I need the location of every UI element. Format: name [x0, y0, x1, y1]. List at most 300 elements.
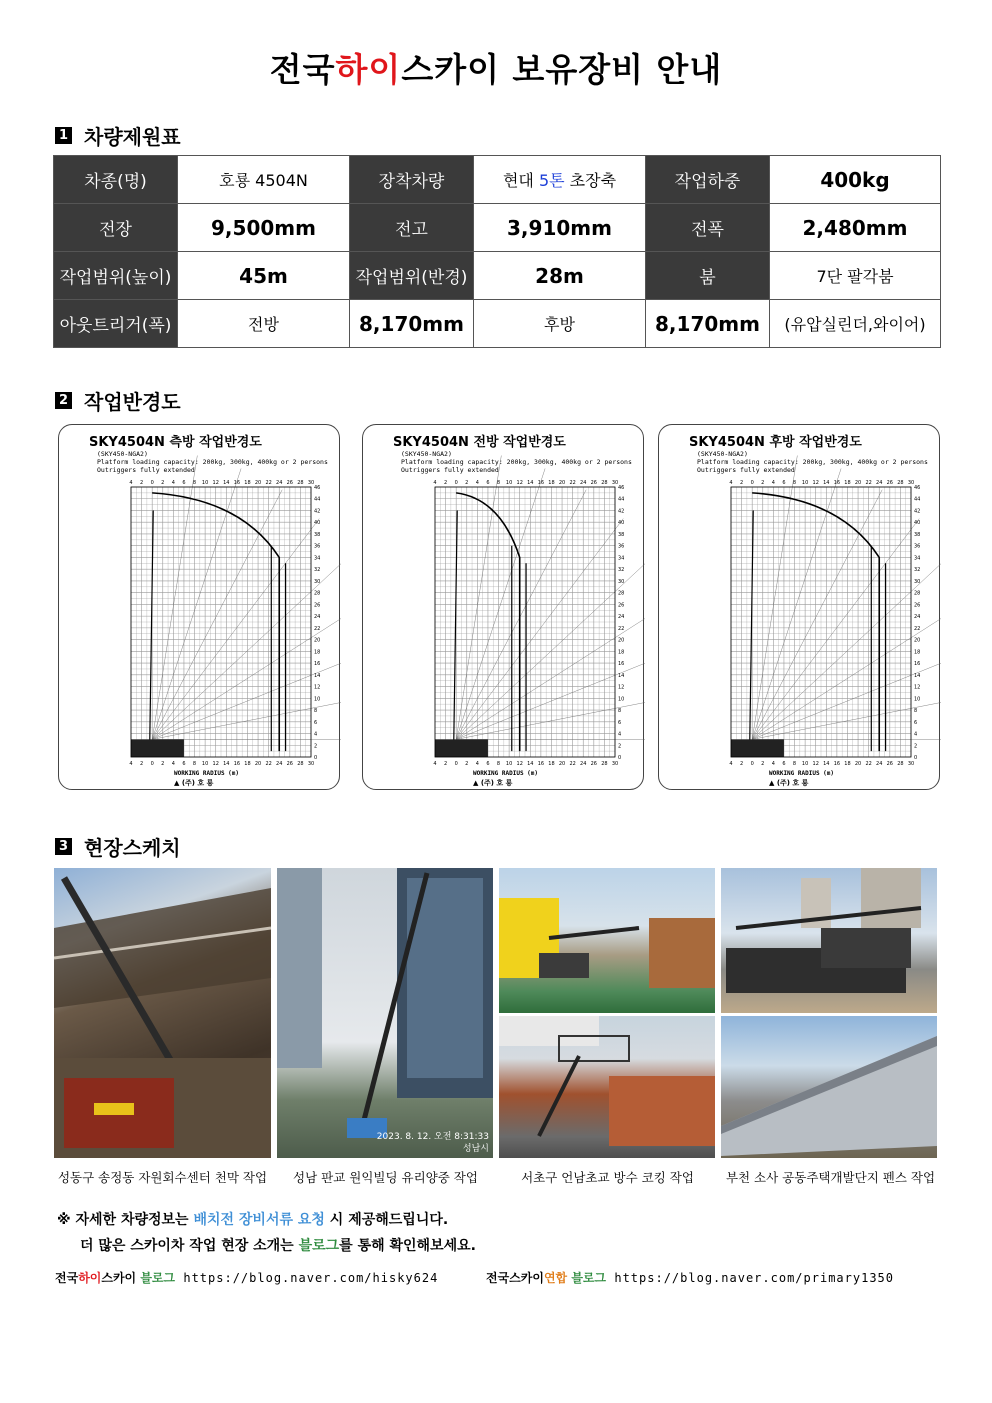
chart-model: (SKY450-NGA2): [401, 450, 452, 458]
tick-label: 10: [801, 761, 809, 767]
tick-label: 10: [201, 480, 209, 486]
angle-ray: [456, 469, 545, 740]
chart-maker: ▲ (주) 호 룡: [769, 779, 809, 787]
note-mark: ※: [57, 1212, 71, 1228]
tick-label: 26: [886, 480, 894, 486]
tick-label: 10: [618, 696, 625, 703]
tick-label: 8: [914, 708, 918, 715]
tick-label: 0: [914, 755, 918, 761]
footer-text: 전국스카이: [486, 1271, 544, 1285]
tick-label: 12: [914, 684, 921, 691]
tick-label: 28: [897, 761, 904, 767]
table-row: [54, 300, 941, 348]
tick-label: 28: [297, 761, 304, 767]
angle-ray: [152, 689, 341, 739]
tick-label: 26: [886, 761, 894, 767]
photo-caption: 부천 소사 공동주택개발단지 펜스 작업: [725, 1170, 936, 1185]
tick-label: 40: [914, 520, 921, 527]
tick-label: 28: [914, 590, 921, 597]
tick-label: 28: [601, 480, 608, 486]
tick-label: 6: [618, 719, 622, 726]
tick-label: 4: [171, 761, 175, 767]
tick-label: 2: [139, 761, 144, 767]
tick-label: 42: [618, 508, 625, 515]
tick-label: 2: [739, 761, 744, 767]
site-photo-school-top: [499, 868, 715, 1013]
photo-illustration: [721, 868, 937, 1013]
cell-text-highlight: 5톤: [538, 171, 565, 190]
truck-shape: [731, 739, 784, 757]
tick-label: 38: [618, 531, 625, 538]
tick-label: 20: [854, 480, 862, 486]
section-label: 현장스케치: [84, 836, 181, 860]
footer-text: 스카이: [101, 1271, 141, 1285]
tick-label: 24: [618, 614, 625, 621]
table-cell: 후방: [474, 300, 646, 348]
tick-label: 4: [129, 761, 133, 767]
tick-label: 2: [161, 761, 165, 767]
tick-label: 14: [527, 761, 534, 767]
footer-blog-link-2[interactable]: [486, 1269, 894, 1286]
angle-ray: [456, 456, 501, 740]
tick-label: 6: [486, 480, 490, 486]
tick-label: 40: [618, 520, 625, 527]
tick-label: 8: [792, 761, 797, 767]
tick-label: 4: [729, 480, 733, 486]
tick-label: 16: [233, 761, 241, 767]
section-heading-specs: [55, 121, 181, 150]
note-text: 더 많은 스카이차 작업 현장 소개는: [80, 1238, 299, 1254]
footer-url[interactable]: https://blog.naver.com/hisky624: [175, 1271, 439, 1285]
tick-label: 8: [314, 708, 318, 715]
tick-label: 22: [265, 761, 272, 767]
photo-illustration: [499, 1016, 715, 1158]
tick-label: 16: [833, 761, 841, 767]
tick-label: 10: [201, 761, 209, 767]
radius-chart-side: [58, 424, 340, 790]
section-label: 작업반경도: [84, 390, 181, 414]
table-cell: 7단 팔각붐: [770, 252, 941, 300]
site-photo-fence-truck: [721, 868, 937, 1013]
angle-ray: [752, 595, 941, 739]
table-row: [54, 156, 941, 204]
tick-label: 12: [812, 761, 819, 767]
tick-label: 16: [537, 480, 545, 486]
tick-label: 2: [314, 743, 318, 750]
spec-table: [53, 155, 941, 348]
radius-chart-figure: [363, 425, 645, 791]
tick-label: 24: [914, 614, 921, 621]
site-photo-school-bottom: [499, 1016, 715, 1158]
note-text: 를 통해 확인해보세요.: [339, 1238, 476, 1254]
tick-label: 20: [558, 761, 566, 767]
tick-label: 12: [212, 761, 219, 767]
chart-outrigger-note: Outriggers fully extended: [697, 466, 795, 474]
table-cell: 2,480mm: [770, 204, 941, 252]
tick-label: 12: [618, 684, 625, 691]
tick-label: 20: [914, 637, 921, 644]
table-header-cell: 작업하중: [646, 156, 770, 204]
tick-label: 32: [314, 567, 321, 574]
section-number: 3: [55, 838, 72, 855]
table-cell: 호룡 4504N: [178, 156, 350, 204]
tick-label: 14: [618, 672, 625, 679]
cell-text: 초장축: [564, 171, 617, 190]
table-header-cell: 전고: [350, 204, 474, 252]
tick-label: 0: [314, 755, 318, 761]
note-highlight: 블로그: [298, 1238, 340, 1254]
tick-label: 18: [914, 649, 921, 656]
table-header-cell: 차종(명): [54, 156, 178, 204]
tick-label: 14: [223, 480, 230, 486]
tick-label: 30: [907, 480, 915, 486]
tick-label: 34: [914, 555, 921, 562]
footer-blog-label: 블로그: [571, 1271, 607, 1285]
chart-xlabel: WORKING RADIUS (m): [473, 770, 539, 777]
chart-capacity: Platform loading capacity: 200kg, 300kg, 400kg or 2 persons: [697, 458, 928, 466]
tick-label: 8: [192, 480, 197, 486]
tick-label: 2: [739, 480, 744, 486]
photo-caption: 서초구 언남초교 방수 코킹 작업: [521, 1170, 694, 1185]
tick-label: 18: [548, 480, 555, 486]
note-highlight: 배치전 장비서류 요청: [193, 1212, 325, 1228]
site-photo-tent: [54, 868, 271, 1158]
tick-label: 28: [297, 480, 304, 486]
tick-label: 16: [833, 480, 841, 486]
chart-maker: ▲ (주) 호 룡: [174, 779, 214, 787]
cell-text: 현대: [502, 171, 539, 190]
chart-title: SKY4504N 측방 작업반경도: [89, 435, 262, 450]
tick-label: 24: [580, 480, 587, 486]
tick-label: 20: [254, 761, 262, 767]
tick-label: 30: [307, 480, 315, 486]
footer-highlight: 하이: [78, 1271, 102, 1285]
tick-label: 14: [823, 761, 830, 767]
tick-label: 14: [223, 761, 230, 767]
angle-ray: [752, 490, 882, 740]
tick-label: 0: [150, 480, 154, 486]
tick-label: 12: [516, 480, 523, 486]
angle-ray: [752, 469, 841, 740]
footer-blog-link-1[interactable]: [55, 1269, 438, 1286]
tick-label: 20: [314, 637, 321, 644]
tick-label: 6: [182, 761, 186, 767]
tick-label: 28: [897, 480, 904, 486]
chart-subtitle: [697, 450, 928, 474]
tick-label: 24: [876, 761, 883, 767]
tick-label: 26: [618, 602, 625, 609]
tick-label: 4: [171, 480, 175, 486]
tick-label: 22: [569, 480, 576, 486]
table-header-cell: 장착차량: [350, 156, 474, 204]
tick-label: 18: [618, 649, 625, 656]
tick-label: 18: [244, 480, 251, 486]
chart-maker: ▲ (주) 호 룡: [473, 779, 513, 787]
tick-label: 34: [314, 555, 321, 562]
tick-label: 2: [161, 480, 165, 486]
tick-label: 4: [618, 731, 622, 738]
footer-url[interactable]: https://blog.naver.com/primary1350: [606, 1271, 894, 1285]
tick-label: 38: [914, 531, 921, 538]
tick-label: 28: [314, 590, 321, 597]
tick-label: 42: [914, 508, 921, 515]
tick-label: 30: [611, 761, 619, 767]
tick-label: 46: [618, 485, 625, 491]
tick-label: 8: [496, 761, 501, 767]
tick-label: 4: [914, 731, 918, 738]
photo-illustration: [277, 868, 493, 1158]
tick-label: 10: [505, 761, 513, 767]
chart-model: (SKY450-NGA2): [697, 450, 748, 458]
tick-label: 0: [618, 755, 622, 761]
tick-label: 18: [844, 761, 851, 767]
tick-label: 2: [443, 761, 448, 767]
tick-label: 18: [314, 649, 321, 656]
note-text: 시 제공해드립니다.: [324, 1212, 449, 1228]
tick-label: 38: [314, 531, 321, 538]
table-header-cell: 붐: [646, 252, 770, 300]
tick-label: 26: [286, 761, 294, 767]
table-header-cell: 아웃트리거(폭): [54, 300, 178, 348]
tick-label: 46: [314, 485, 321, 491]
photo-caption: 성동구 송정동 자원회수센터 천막 작업: [57, 1170, 268, 1185]
tick-label: 28: [618, 590, 625, 597]
table-header-cell: 전장: [54, 204, 178, 252]
tick-label: 24: [276, 761, 283, 767]
angle-ray: [456, 554, 645, 739]
tick-label: 2: [443, 480, 448, 486]
chart-capacity: Platform loading capacity: 200kg, 300kg, 400kg or 2 persons: [97, 458, 328, 466]
tick-label: 24: [876, 480, 883, 486]
chart-subtitle: [97, 450, 328, 474]
tick-label: 16: [314, 661, 321, 668]
note-line-2: [80, 1235, 476, 1255]
tick-label: 2: [914, 743, 918, 750]
tick-label: 30: [618, 578, 625, 585]
tick-label: 36: [914, 543, 921, 550]
tick-label: 20: [254, 480, 262, 486]
photo-illustration: [54, 868, 271, 1158]
tick-label: 26: [286, 480, 294, 486]
tick-label: 40: [314, 520, 321, 527]
title-part: 전국: [269, 50, 336, 89]
tick-label: 16: [233, 480, 241, 486]
tick-label: 22: [618, 625, 625, 632]
tick-label: 26: [590, 761, 598, 767]
tick-label: 2: [465, 480, 469, 486]
tick-label: 6: [782, 761, 786, 767]
table-cell: [474, 156, 646, 204]
photo-location: 성남시: [462, 1144, 489, 1154]
tick-label: 24: [314, 614, 321, 621]
tick-label: 4: [771, 480, 775, 486]
tick-label: 44: [618, 496, 625, 503]
tick-label: 44: [914, 496, 921, 503]
tick-label: 14: [527, 480, 534, 486]
tick-label: 0: [750, 761, 754, 767]
tick-label: 46: [914, 485, 921, 491]
tick-label: 10: [801, 480, 809, 486]
tick-label: 20: [558, 480, 566, 486]
table-cell: 28m: [474, 252, 646, 300]
tick-label: 2: [139, 480, 144, 486]
chart-subtitle: [401, 450, 632, 474]
tick-label: 6: [486, 761, 490, 767]
angle-ray: [752, 689, 941, 739]
section-number: 1: [55, 127, 72, 144]
tick-label: 26: [914, 602, 921, 609]
tick-label: 44: [314, 496, 321, 503]
tick-label: 30: [314, 578, 321, 585]
section-label: 차량제원표: [84, 125, 181, 149]
page-title: [0, 44, 992, 91]
tick-label: 16: [537, 761, 545, 767]
angle-ray: [152, 641, 341, 740]
title-part: 스카이 보유장비 안내: [401, 50, 723, 89]
tick-label: 8: [192, 761, 197, 767]
table-header-cell: 작업범위(반경): [350, 252, 474, 300]
tick-label: 12: [314, 684, 321, 691]
radius-chart-front: [362, 424, 644, 790]
table-cell: 8,170mm: [350, 300, 474, 348]
tick-label: 4: [771, 761, 775, 767]
photo-caption: 성남 판교 원익빌딩 유리양중 작업: [293, 1170, 478, 1185]
tick-label: 4: [129, 480, 133, 486]
tick-label: 26: [590, 480, 598, 486]
angle-ray: [752, 641, 941, 740]
tick-label: 42: [314, 508, 321, 515]
site-photo-glass: [277, 868, 493, 1158]
angle-ray: [152, 595, 341, 739]
tick-label: 22: [865, 480, 872, 486]
section-heading-charts: [55, 386, 181, 415]
tick-label: 32: [914, 567, 921, 574]
chart-outrigger-note: Outriggers fully extended: [401, 466, 499, 474]
tick-label: 22: [865, 761, 872, 767]
tick-label: 16: [618, 661, 625, 668]
chart-title: SKY4504N 전방 작업반경도: [393, 435, 566, 450]
chart-outrigger-note: Outriggers fully extended: [97, 466, 195, 474]
tick-label: 6: [314, 719, 318, 726]
site-photo-fence: [721, 1016, 937, 1158]
angle-ray: [152, 469, 241, 740]
tick-label: 28: [601, 761, 608, 767]
tick-label: 24: [580, 761, 587, 767]
footer-text: 전국: [55, 1271, 79, 1285]
table-cell: 45m: [178, 252, 350, 300]
tick-label: 26: [314, 602, 321, 609]
tick-label: 2: [761, 761, 765, 767]
tick-label: 2: [618, 743, 622, 750]
tick-label: 30: [907, 761, 915, 767]
tick-label: 6: [182, 480, 186, 486]
tick-label: 14: [314, 672, 321, 679]
angle-ray: [456, 595, 645, 739]
tick-label: 8: [618, 708, 622, 715]
chart-model: (SKY450-NGA2): [97, 450, 148, 458]
table-row: [54, 252, 941, 300]
tick-label: 30: [914, 578, 921, 585]
radius-chart-figure: [59, 425, 341, 791]
title-highlight: 하이: [335, 50, 402, 89]
tick-label: 8: [496, 480, 501, 486]
tick-label: 18: [244, 761, 251, 767]
tick-label: 4: [314, 731, 318, 738]
tick-label: 14: [823, 480, 830, 486]
angle-ray: [456, 490, 586, 740]
tick-label: 20: [854, 761, 862, 767]
note-text: 자세한 차량정보는: [70, 1212, 194, 1228]
tick-label: 10: [314, 696, 321, 703]
tick-label: 10: [505, 480, 513, 486]
tick-label: 4: [433, 480, 437, 486]
tick-label: 18: [844, 480, 851, 486]
table-header-cell: 전폭: [646, 204, 770, 252]
truck-shape: [131, 739, 184, 757]
angle-ray: [752, 554, 941, 739]
table-cell: 8,170mm: [646, 300, 770, 348]
chart-xlabel: WORKING RADIUS (m): [174, 770, 240, 777]
table-cell: 400kg: [770, 156, 941, 204]
tick-label: 32: [618, 567, 625, 574]
angle-ray: [152, 490, 282, 740]
tick-label: 0: [454, 480, 458, 486]
angle-ray: [456, 641, 645, 740]
footer-blog-label: 블로그: [140, 1271, 176, 1285]
chart-title: SKY4504N 후방 작업반경도: [689, 435, 862, 450]
tick-label: 14: [914, 672, 921, 679]
photo-timestamp: 2023. 8. 12. 오전 8:31:33: [376, 1132, 489, 1142]
tick-label: 22: [265, 480, 272, 486]
tick-label: 0: [454, 761, 458, 767]
tick-label: 16: [914, 661, 921, 668]
table-header-cell: 작업범위(높이): [54, 252, 178, 300]
tick-label: 0: [750, 480, 754, 486]
tick-label: 20: [618, 637, 625, 644]
tick-label: 30: [611, 480, 619, 486]
tick-label: 6: [914, 719, 918, 726]
angle-ray: [456, 689, 645, 739]
tick-label: 30: [307, 761, 315, 767]
table-cell: 9,500mm: [178, 204, 350, 252]
radius-chart-figure: [659, 425, 941, 791]
tick-label: 4: [433, 761, 437, 767]
angle-ray: [152, 554, 341, 739]
tick-label: 2: [761, 480, 765, 486]
section-number: 2: [55, 392, 72, 409]
tick-label: 0: [150, 761, 154, 767]
tick-label: 22: [569, 761, 576, 767]
table-cell: 3,910mm: [474, 204, 646, 252]
tick-label: 12: [212, 480, 219, 486]
photo-illustration: [499, 868, 715, 1013]
table-cell: 전방: [178, 300, 350, 348]
tick-label: 2: [465, 761, 469, 767]
tick-label: 18: [548, 761, 555, 767]
table-cell: (유압실린더,와이어): [770, 300, 941, 348]
tick-label: 22: [314, 625, 321, 632]
note-line-1: [57, 1209, 448, 1229]
tick-label: 34: [618, 555, 625, 562]
tick-label: 24: [276, 480, 283, 486]
tick-label: 10: [914, 696, 921, 703]
table-row: [54, 204, 941, 252]
tick-label: 4: [475, 480, 479, 486]
footer-highlight: 연합: [543, 1271, 568, 1285]
section-heading-photos: [55, 832, 181, 861]
tick-label: 12: [516, 761, 523, 767]
tick-label: 22: [914, 625, 921, 632]
